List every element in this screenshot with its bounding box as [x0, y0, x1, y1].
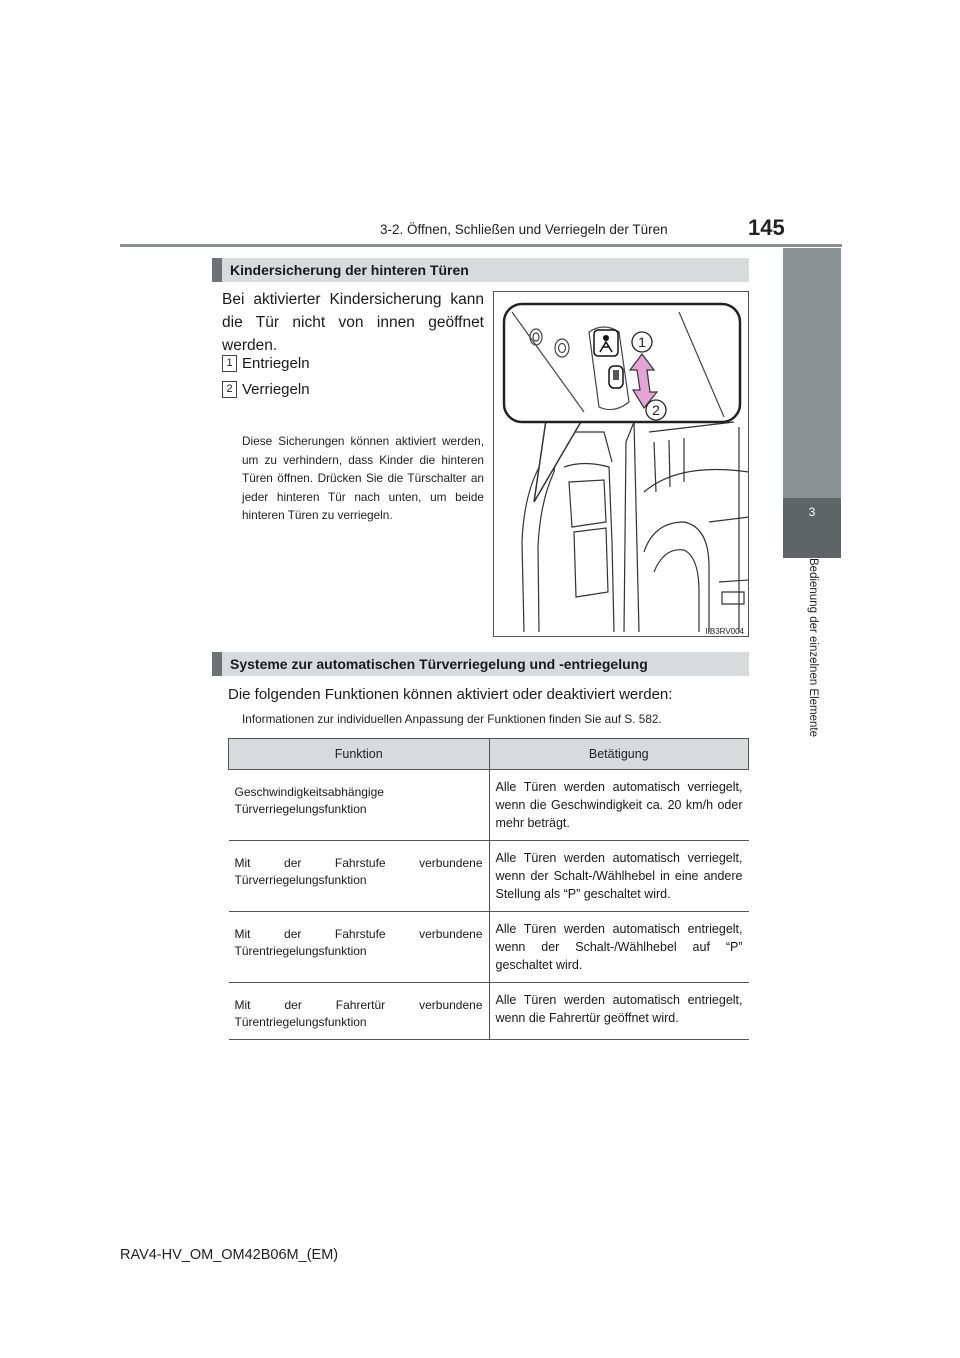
running-header-title: 3-2. Öffnen, Schließen und Verriegeln der Türen: [380, 222, 668, 237]
table-row: [229, 841, 749, 912]
table-row: [229, 983, 749, 1040]
auto-lock-intro: Die folgenden Funktionen können aktiviert oder deaktiviert werden:: [228, 686, 673, 703]
section-heading-auto-lock: [212, 652, 749, 676]
table-row: [229, 912, 749, 983]
child-lock-intro: Bei aktivierter Kindersicherung kann die Tür nicht von innen geöffnet werden.: [222, 291, 484, 354]
chapter-tab-number: 3: [783, 498, 841, 558]
table-row: [229, 770, 749, 841]
rear-door-illustration: [493, 291, 749, 637]
table-cell-operation: Alle Türen werden automatisch verriegelt, wenn die Geschwindigkeit ca. 20 km/h oder mehr beträgt.: [489, 770, 749, 841]
table-cell-function: Mit der Fahrstufe verbundene Türverriegelungsfunktion: [229, 841, 490, 912]
table-cell-operation: Alle Türen werden automatisch entriegelt, wenn der Schalt-/Wählhebel auf “P” geschaltet wird.: [489, 912, 749, 983]
chapter-title-vertical: Bedienung der einzelnen Elemente: [807, 558, 819, 738]
item-number-1: 1: [222, 355, 237, 372]
auto-lock-note: Informationen zur individuellen Anpassung der Funktionen finden Sie auf S. 582.: [242, 712, 662, 726]
page-number: 145: [748, 215, 785, 240]
table-header-function: Funktion: [229, 739, 490, 770]
table-header-row: [229, 739, 749, 770]
document-code-footer: RAV4-HV_OM_OM42B06M_(EM): [120, 1247, 339, 1263]
auto-lock-function-table: [228, 738, 749, 1040]
chapter-tab-label: [783, 558, 841, 768]
table-cell-function: Mit der Fahrertür verbundene Türentriegelungsfunktion: [229, 983, 490, 1040]
table-header-operation: Betätigung: [489, 739, 749, 770]
section-heading-child-lock: [212, 258, 749, 282]
header-rule: [120, 244, 842, 247]
figure-callout-1: 1: [638, 334, 646, 350]
section-heading-text: Systeme zur automatischen Türverriegelung und -entriegelung: [230, 656, 648, 672]
section-heading-text: Kindersicherung der hinteren Türen: [230, 262, 469, 278]
table-cell-operation: Alle Türen werden automatisch verriegelt, wenn der Schalt-/Wählhebel in eine andere Stellung als “P” geschaltet wird.: [489, 841, 749, 912]
chapter-tab-bar: [783, 248, 841, 498]
table-cell-function: Mit der Fahrstufe verbundene Türentriegelungsfunktion: [229, 912, 490, 983]
table-cell-function: Geschwindigkeitsabhängige Türverriegelungsfunktion: [229, 770, 490, 841]
item-label-unlock: Entriegeln: [242, 355, 310, 372]
figure-callout-2: 2: [652, 402, 660, 418]
child-lock-note: Diese Sicherungen können aktiviert werden, um zu verhindern, dass Kinder die hinteren Türen öffnen. Drücken Sie die Türschalter an jeder hinteren Tür nach unten, um beide hinteren Türen zu verriegeln.: [242, 434, 484, 522]
item-label-lock: Verriegeln: [242, 381, 310, 398]
table-cell-operation: Alle Türen werden automatisch entriegelt, wenn die Fahrertür geöffnet wird.: [489, 983, 749, 1040]
item-number-2: 2: [222, 381, 237, 398]
figure-code: IIB3RV004: [705, 627, 744, 636]
